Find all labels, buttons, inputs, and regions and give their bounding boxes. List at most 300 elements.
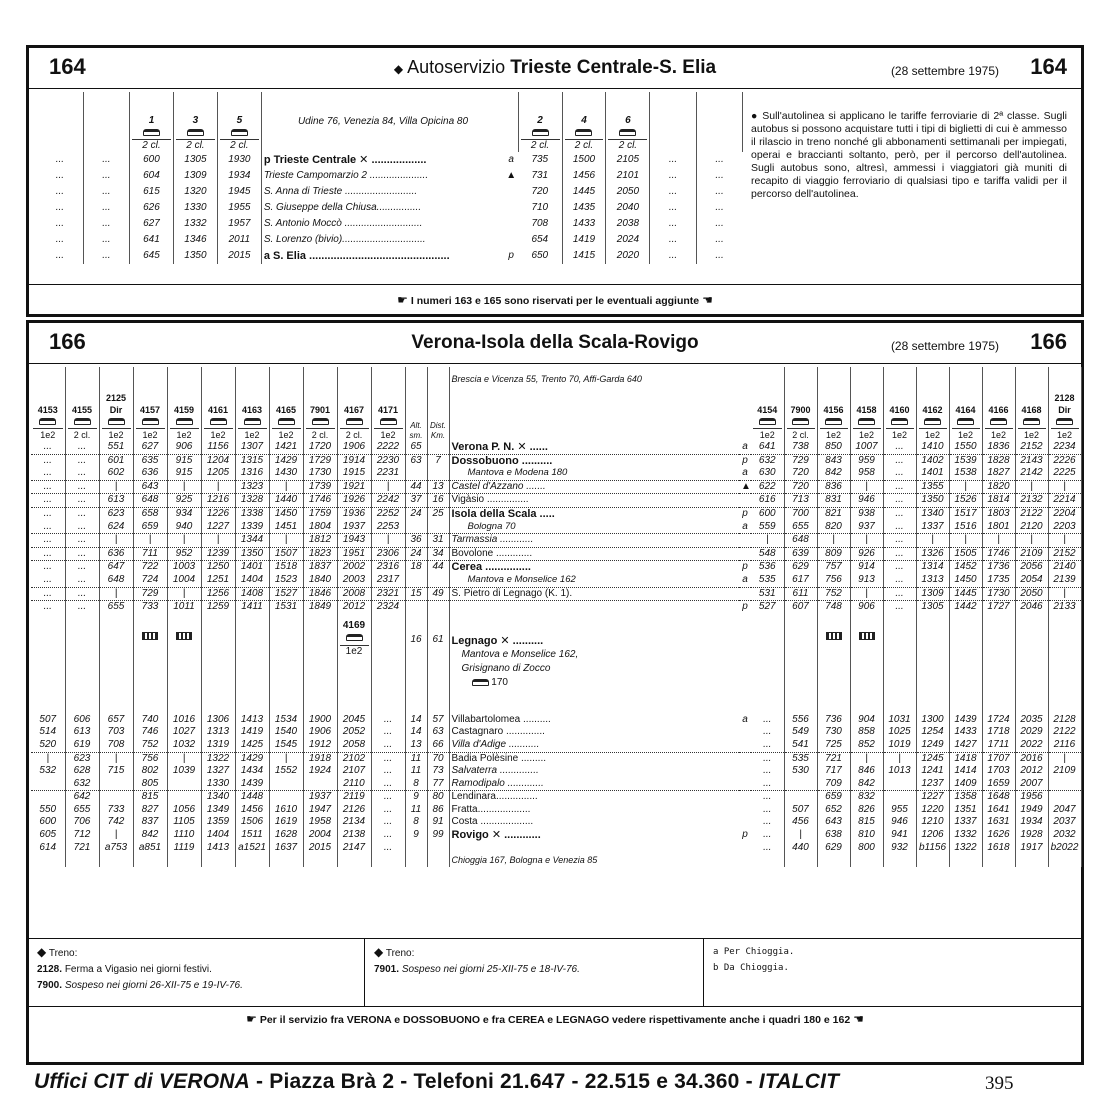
time-cell: 1313	[916, 574, 949, 587]
time-cell: 1429	[235, 752, 269, 765]
time-cell: 2242	[371, 494, 405, 508]
time-cell: 1924	[303, 765, 337, 778]
time-cell: 2110	[337, 778, 371, 791]
diamond-icon: ◆	[393, 62, 404, 76]
time-cell: 906	[850, 601, 883, 614]
time-cell: 1846	[303, 587, 337, 601]
time-cell: 2038	[606, 216, 650, 232]
station-name: Ramodipalo .............	[449, 778, 739, 791]
time-cell: 1025	[883, 726, 916, 739]
time-cell: 616	[751, 494, 784, 508]
time-cell: 2316	[371, 561, 405, 574]
cell	[99, 854, 133, 867]
cell	[751, 854, 784, 867]
cell: ...	[37, 168, 83, 184]
time-cell: |	[99, 480, 133, 494]
direction-mark: p	[742, 829, 748, 841]
time-cell: ...	[65, 547, 99, 561]
cell	[850, 614, 883, 714]
station-name	[449, 601, 739, 614]
time-cell: 1914	[337, 454, 371, 467]
time-cell: 1820	[982, 480, 1015, 494]
time-cell: 2101	[606, 168, 650, 184]
bus-icon	[532, 129, 549, 136]
footer-col-2: ◆ Treno: 7901. Sospeso nei giorni 25-XII-75 e 18-IV-76.	[374, 945, 580, 975]
time-cell: 1540	[269, 726, 303, 739]
time-cell: a851	[133, 842, 167, 855]
time-cell: 647	[99, 561, 133, 574]
column-header	[337, 367, 371, 441]
column-header	[883, 367, 916, 441]
connection-number: 170	[488, 676, 508, 688]
time-cell: 530	[784, 765, 817, 778]
time-cell: 1518	[269, 561, 303, 574]
time-cell: 932	[883, 842, 916, 855]
distance: 31	[427, 534, 449, 548]
time-cell: |	[883, 752, 916, 765]
bus-icon	[886, 416, 914, 428]
station-name: Villa d'Adige ...........	[449, 739, 739, 752]
time-cell: ...	[371, 714, 405, 727]
time-cell: 725	[817, 739, 850, 752]
altitude	[405, 574, 427, 587]
time-cell: 600	[130, 152, 174, 168]
bus-icon	[306, 416, 335, 428]
time-cell: 802	[133, 765, 167, 778]
altitude: 11	[405, 765, 427, 778]
time-cell: 1451	[269, 521, 303, 534]
service-number: 4168	[1021, 405, 1042, 415]
time-cell: 733	[99, 804, 133, 817]
service-number: 3	[192, 115, 199, 126]
time-cell: ...	[65, 521, 99, 534]
time-cell: 2128	[1048, 714, 1081, 727]
time-cell: 1358	[949, 791, 982, 804]
cell: ...	[715, 234, 724, 245]
time-cell: |	[850, 752, 883, 765]
time-cell: 2011	[217, 232, 261, 248]
table-row	[31, 480, 1081, 494]
time-cell: 1429	[269, 454, 303, 467]
time-cell: 722	[133, 561, 167, 574]
time-cell: 937	[850, 521, 883, 534]
column-header	[650, 92, 696, 152]
column-header	[850, 367, 883, 441]
time-cell: |	[167, 752, 201, 765]
direction-mark: a	[739, 574, 751, 587]
altitude: 14	[405, 714, 427, 727]
column-header	[269, 367, 303, 441]
time-cell: 1340	[201, 791, 235, 804]
distance	[427, 467, 449, 480]
time-cell: 1912	[303, 739, 337, 752]
time-cell: 810	[850, 829, 883, 842]
column-header	[982, 367, 1015, 441]
time-cell: |	[201, 534, 235, 548]
connection-note: Chioggia 167, Bologna e Venezia 85	[451, 855, 598, 866]
time-cell: 1631	[982, 816, 1015, 829]
time-cell: 1338	[235, 507, 269, 520]
cell: ...	[650, 184, 696, 200]
cell: ...	[37, 232, 83, 248]
time-cell: 2234	[1048, 441, 1081, 454]
time-cell: 842	[133, 829, 167, 842]
time-cell: 1332	[949, 829, 982, 842]
bus-icon	[39, 418, 56, 425]
cell	[65, 854, 99, 867]
time-cell: 2140	[1048, 561, 1081, 574]
time-cell: 831	[817, 494, 850, 508]
time-cell: 712	[65, 829, 99, 842]
time-cell: 507	[784, 804, 817, 817]
distance: 44	[427, 561, 449, 574]
time-cell	[269, 778, 303, 791]
time-cell: 632	[65, 778, 99, 791]
station-name	[449, 614, 739, 714]
time-cell: 1328	[235, 494, 269, 508]
service-number: 4158	[856, 405, 877, 415]
time-cell: 642	[65, 791, 99, 804]
time-cell: ...	[31, 574, 65, 587]
bus-icon	[74, 418, 91, 425]
time-cell: 615	[130, 184, 174, 200]
altitude: 18	[405, 561, 427, 574]
direction-mark	[739, 804, 751, 817]
time-cell: 1004	[167, 574, 201, 587]
station-name: Fratta...................	[451, 803, 531, 815]
time-cell: 2016	[1015, 752, 1048, 765]
cell	[949, 854, 982, 867]
cell	[31, 854, 65, 867]
time-cell: 2035	[1015, 714, 1048, 727]
time-cell: 720	[518, 184, 562, 200]
time-cell: 600	[751, 507, 784, 520]
time-cell: 1937	[337, 521, 371, 534]
time-cell: ...	[883, 534, 916, 548]
bus-icon	[187, 129, 204, 136]
time-cell: ...	[751, 778, 784, 791]
cell: ...	[83, 232, 129, 248]
direction-mark	[504, 232, 518, 248]
direction-mark: p	[742, 561, 748, 573]
time-cell: 440	[784, 842, 817, 855]
time-cell: 836	[817, 480, 850, 494]
dining-car-icon	[142, 632, 158, 640]
time-cell: 1259	[201, 601, 235, 614]
bus-icon	[1023, 418, 1040, 425]
distance: 63	[427, 726, 449, 739]
direction-mark	[739, 739, 751, 752]
distance: 61	[427, 614, 449, 714]
distance: 57	[427, 714, 449, 727]
time-cell: 2252	[371, 507, 405, 520]
bus-icon	[176, 127, 215, 139]
altitude: 16	[405, 614, 427, 714]
time-cell: 629	[784, 561, 817, 574]
time-cell: 1433	[949, 726, 982, 739]
bus-icon	[990, 418, 1007, 425]
cell	[235, 854, 269, 867]
time-cell	[1048, 778, 1081, 791]
dining-car-icon	[859, 632, 875, 640]
time-cell: 1804	[303, 521, 337, 534]
altitude: 11	[405, 804, 427, 817]
time-cell: 731	[518, 168, 562, 184]
time-cell: ...	[883, 467, 916, 480]
altitude: 11	[405, 752, 427, 765]
time-cell: |	[201, 480, 235, 494]
service-number: 4162	[922, 405, 943, 415]
time-cell	[784, 778, 817, 791]
direction-mark: ▲	[739, 480, 751, 494]
table-row	[31, 752, 1081, 765]
time-cell: 1326	[916, 547, 949, 561]
table-row	[37, 232, 743, 248]
time-cell: 1450	[949, 574, 982, 587]
time-cell: 535	[751, 574, 784, 587]
table-date: (28 settembre 1975)	[890, 64, 999, 78]
time-cell: ...	[371, 765, 405, 778]
cell	[982, 854, 1015, 867]
time-cell: ...	[883, 507, 916, 520]
altitude: 14	[405, 726, 427, 739]
alt-header: Alt. sm.	[405, 367, 427, 441]
station-name: Villabartolomea ..........	[451, 713, 551, 725]
bus-icon	[272, 416, 301, 428]
time-cell: 2008	[337, 587, 371, 601]
time-cell: 2142	[1015, 467, 1048, 480]
footer-divider	[364, 938, 365, 1006]
time-cell: 1921	[337, 480, 371, 494]
station-name: Castagnaro ..............	[451, 726, 545, 738]
time-cell: ...	[883, 601, 916, 614]
time-cell: 721	[817, 752, 850, 765]
class-label: 1e2	[136, 428, 165, 441]
time-cell: 748	[817, 601, 850, 614]
time-cell: 941	[883, 829, 916, 842]
time-cell: 708	[99, 739, 133, 752]
time-cell: |	[371, 534, 405, 548]
column-header	[817, 367, 850, 441]
time-cell: ...	[31, 561, 65, 574]
time-cell: 2204	[1048, 507, 1081, 520]
station-name: Costa ...................	[451, 816, 534, 828]
time-cell: 1305	[173, 152, 217, 168]
time-cell	[303, 778, 337, 791]
time-cell: 1837	[303, 561, 337, 574]
time-cell: 2012	[337, 601, 371, 614]
time-cell: 1250	[201, 561, 235, 574]
time-cell: 1309	[916, 587, 949, 601]
time-cell: 2109	[1015, 547, 1048, 561]
time-cell: 1718	[982, 726, 1015, 739]
altitude: 24	[405, 547, 427, 561]
distance: 25	[427, 507, 449, 520]
cell	[201, 614, 235, 714]
time-cell	[31, 791, 65, 804]
diamond-icon: ◆	[374, 945, 384, 959]
time-cell: 623	[99, 507, 133, 520]
class-label: 2 cl.	[68, 428, 97, 441]
column-header	[31, 367, 65, 441]
table-row	[37, 200, 743, 216]
time-cell: 1511	[235, 829, 269, 842]
distance: 49	[427, 587, 449, 601]
time-cell: 2214	[1048, 494, 1081, 508]
time-cell	[99, 778, 133, 791]
time-cell: 659	[133, 521, 167, 534]
table-row	[31, 601, 1081, 614]
time-cell: 721	[65, 842, 99, 855]
time-cell: 617	[784, 574, 817, 587]
time-cell: ...	[751, 726, 784, 739]
bus-icon	[759, 418, 776, 425]
service-number: 2	[537, 115, 543, 126]
time-cell: 1926	[337, 494, 371, 508]
class-label: 1e2	[204, 428, 233, 441]
time-cell	[167, 791, 201, 804]
service-number: 2128 Dir	[1054, 393, 1075, 415]
time-cell: 2120	[1015, 521, 1048, 534]
time-cell: |	[982, 534, 1015, 548]
table-166-ribbon: ☛ Per il servizio fra VERONA e DOSSOBUONO e fra CEREA e LEGNAGO vedere rispettivamente anche i quadri 180 e 162 ☚	[246, 1012, 864, 1026]
time-cell: 904	[850, 714, 883, 727]
direction-mark: p	[742, 507, 748, 519]
altitude: 63	[405, 454, 427, 467]
time-cell: 1344	[235, 534, 269, 548]
time-cell: 2231	[371, 467, 405, 480]
time-cell: ...	[751, 829, 784, 842]
table-164-header	[29, 52, 1081, 86]
bus-icon	[220, 127, 259, 139]
time-cell: 641	[751, 441, 784, 454]
class-label: 2 cl.	[220, 139, 259, 152]
time-cell: 742	[99, 816, 133, 829]
time-cell: 1433	[562, 216, 606, 232]
time-cell: 1337	[916, 521, 949, 534]
time-cell: 711	[133, 547, 167, 561]
time-cell: 2134	[337, 816, 371, 829]
time-cell: 1936	[337, 507, 371, 520]
time-cell: 1814	[982, 494, 1015, 508]
cell	[751, 614, 784, 714]
table-164-note: ● Sull'autolinea si applicano le tariffe ferroviarie di 2ª classe. Sugli autobus si possono acquistare tutti i tipi di biglietti di cui è ammesso il rilascio in treno nonché gli abbonamenti settimanali per impiegati, operai e braccianti soltanto, però, per il percorso dell'autolinea. Sugli autobus sono, altresì, ammessi i viaggiatori già muniti di recapito di viaggio ferroviario di qualsiasi tipo e tariffa validi per il percorso dell'autolinea.	[751, 110, 1067, 200]
time-cell: 2147	[337, 842, 371, 855]
time-cell: 1917	[1015, 842, 1048, 855]
column-header	[217, 92, 261, 152]
time-cell: 1011	[167, 601, 201, 614]
cell	[949, 614, 982, 714]
time-cell: 815	[850, 816, 883, 829]
altitude: 37	[405, 494, 427, 508]
bus-icon	[244, 418, 261, 425]
time-cell: 648	[133, 494, 167, 508]
bus-icon	[102, 416, 131, 428]
time-cell: 2152	[1015, 441, 1048, 454]
time-cell: 2122	[1015, 507, 1048, 520]
cell	[371, 854, 405, 867]
distance: 13	[427, 480, 449, 494]
bus-icon	[340, 416, 369, 428]
time-cell: 1350	[916, 494, 949, 508]
time-cell: 648	[784, 534, 817, 548]
time-cell: 658	[133, 507, 167, 520]
cell	[133, 854, 167, 867]
time-cell: 852	[850, 739, 883, 752]
time-cell: 514	[31, 726, 65, 739]
time-cell: 604	[130, 168, 174, 184]
time-cell: 1730	[303, 467, 337, 480]
time-cell	[784, 791, 817, 804]
time-cell: 1251	[201, 574, 235, 587]
station-name: S. Antonio Moccò ............................	[263, 218, 423, 229]
time-cell: 740	[133, 714, 167, 727]
cell	[337, 854, 371, 867]
time-cell: 1739	[303, 480, 337, 494]
table-row	[31, 521, 1081, 534]
time-cell: |	[1048, 480, 1081, 494]
time-cell: 1430	[269, 467, 303, 480]
time-cell: 2015	[303, 842, 337, 855]
time-cell: |	[751, 534, 784, 548]
time-cell: 1945	[217, 184, 261, 200]
table-row	[31, 587, 1081, 601]
divider	[29, 88, 1081, 89]
cell	[337, 614, 371, 714]
time-cell: 614	[31, 842, 65, 855]
time-cell: 752	[133, 739, 167, 752]
time-cell: 1007	[850, 441, 883, 454]
service-number: 4155	[71, 405, 93, 415]
bus-icon	[608, 127, 647, 139]
direction-mark: ▲	[506, 170, 517, 181]
time-cell: ...	[371, 778, 405, 791]
table-row	[31, 739, 1081, 752]
time-cell: 1434	[235, 765, 269, 778]
time-cell: 1727	[982, 601, 1015, 614]
bus-icon	[753, 416, 782, 428]
time-cell: ...	[883, 494, 916, 508]
table-row	[31, 726, 1081, 739]
time-cell: ...	[31, 480, 65, 494]
connections: Brescia e Vicenza 55, Trento 70, Affi-Garda 640	[451, 374, 642, 384]
class-label: 1e2	[272, 428, 301, 441]
time-cell: 938	[850, 507, 883, 520]
station-name: S. Giuseppe della Chiusa................	[263, 202, 422, 213]
table-166-frame	[26, 320, 1084, 1065]
direction-mark: a	[508, 154, 514, 165]
table-row	[31, 547, 1081, 561]
time-cell: ...	[31, 547, 65, 561]
distance: 16	[427, 494, 449, 508]
cell	[99, 614, 133, 714]
column-header	[606, 92, 650, 152]
time-cell: 655	[784, 521, 817, 534]
distance: 34	[427, 547, 449, 561]
time-cell: 959	[850, 454, 883, 467]
time-cell: 925	[167, 494, 201, 508]
cell: ...	[37, 248, 83, 264]
time-cell	[31, 778, 65, 791]
service-number: 2125 Dir	[105, 393, 127, 415]
time-cell: 1949	[1015, 804, 1048, 817]
time-cell: 1626	[982, 829, 1015, 842]
time-cell: 1427	[949, 739, 982, 752]
time-cell: 2046	[1015, 601, 1048, 614]
time-cell: 2024	[606, 232, 650, 248]
bus-icon	[170, 416, 199, 428]
time-cell: 2058	[337, 739, 371, 752]
